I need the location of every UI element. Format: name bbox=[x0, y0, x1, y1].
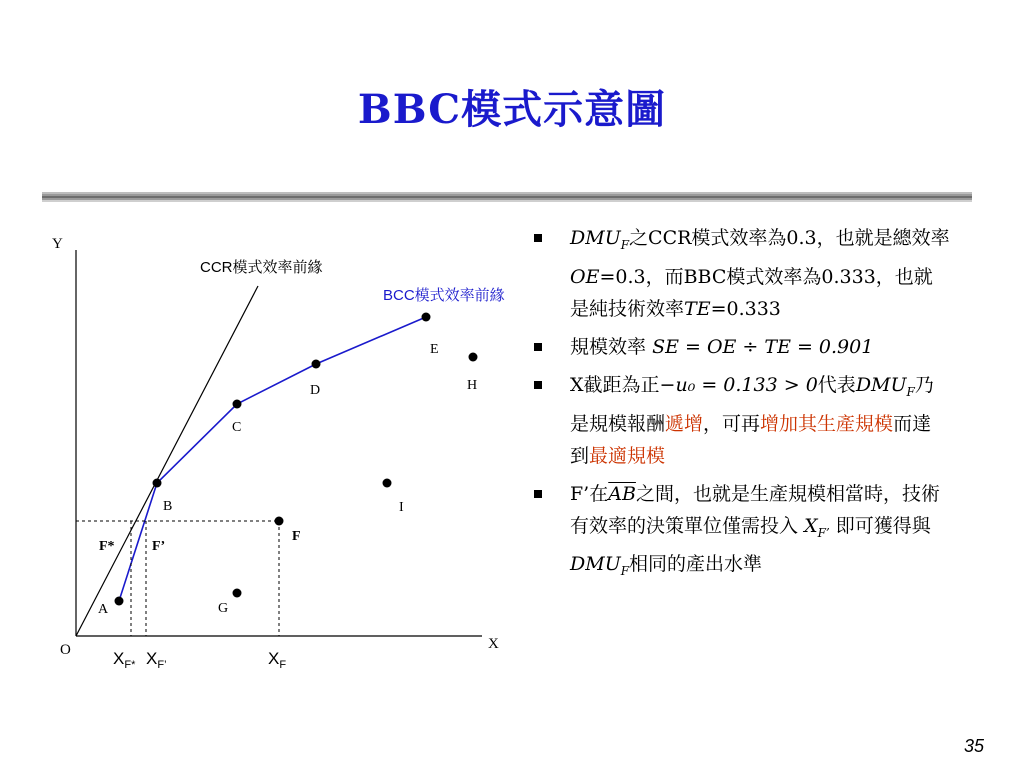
scale-efficiency-formula: SE = OE ÷ TE = 0.901 bbox=[652, 335, 874, 358]
ccr-frontier-line bbox=[76, 286, 258, 636]
origin-label: O bbox=[60, 642, 71, 658]
point-i-label: I bbox=[399, 500, 404, 515]
bcc-frontier-line bbox=[119, 317, 426, 601]
point-g-label: G bbox=[218, 601, 229, 616]
point-a bbox=[115, 597, 124, 606]
bullet-x-intercept: X截距為正−u₀ = 0.133 > 0代表$DMU_F$乃是規模報酬遞增，可再增加其生產規模而達到最適規模 bbox=[530, 369, 950, 472]
point-b-label: B bbox=[163, 499, 173, 514]
bullet-list bbox=[530, 222, 950, 593]
f-prime-label: F’ bbox=[152, 539, 166, 554]
bullet-marker bbox=[534, 381, 542, 389]
point-g bbox=[233, 589, 242, 598]
ccr-frontier-label: CCR模式效率前緣 bbox=[200, 259, 323, 276]
bullet-ccr-efficiency: $DMU_F$之CCR模式效率為0.3，也就是總效率OE=0.3，而BBC模式效率為0.333，也就是純技術效率TE=0.333 bbox=[530, 222, 950, 325]
point-i bbox=[383, 479, 392, 488]
point-a-label: A bbox=[98, 602, 109, 617]
bullet-marker bbox=[534, 490, 542, 498]
slide-title: BBC模式示意圖 bbox=[357, 86, 667, 133]
point-d-label: D bbox=[310, 383, 321, 398]
point-f-label: F bbox=[292, 529, 301, 544]
point-h bbox=[469, 353, 478, 362]
xf-label: $X_F$ bbox=[268, 649, 287, 671]
x-axis-label: X bbox=[488, 636, 499, 652]
bullet-scale-efficiency: 規模效率 SE = OE ÷ TE = 0.901 bbox=[530, 331, 950, 363]
point-b bbox=[153, 479, 162, 488]
point-h-label: H bbox=[467, 378, 478, 393]
bullet-marker bbox=[534, 343, 542, 351]
bullet-f-prime: F’在$\overline{AB}$之間，也就是生產規模相當時，技術有效率的決策單位僅需投入 $X_{F’}$ 即可獲得與$DMU_F$相同的產出水準 bbox=[530, 478, 950, 588]
point-e-label: E bbox=[430, 342, 439, 357]
point-f bbox=[275, 517, 284, 526]
point-c-label: C bbox=[232, 420, 242, 435]
bullet-marker bbox=[534, 234, 542, 242]
f-star-label: F* bbox=[99, 539, 115, 554]
xf-prime-label: $X_{F’}$ bbox=[146, 649, 167, 671]
point-d bbox=[312, 360, 321, 369]
bcc-frontier-label: BCC模式效率前緣 bbox=[383, 287, 505, 304]
xf-star-label: $X_{F*}$ bbox=[113, 649, 136, 671]
point-c bbox=[233, 400, 242, 409]
page-number: 35 bbox=[963, 736, 984, 756]
y-axis-label: Y bbox=[52, 236, 63, 252]
point-e bbox=[422, 313, 431, 322]
intercept-formula: −u₀ = 0.133 > 0 bbox=[659, 373, 818, 396]
